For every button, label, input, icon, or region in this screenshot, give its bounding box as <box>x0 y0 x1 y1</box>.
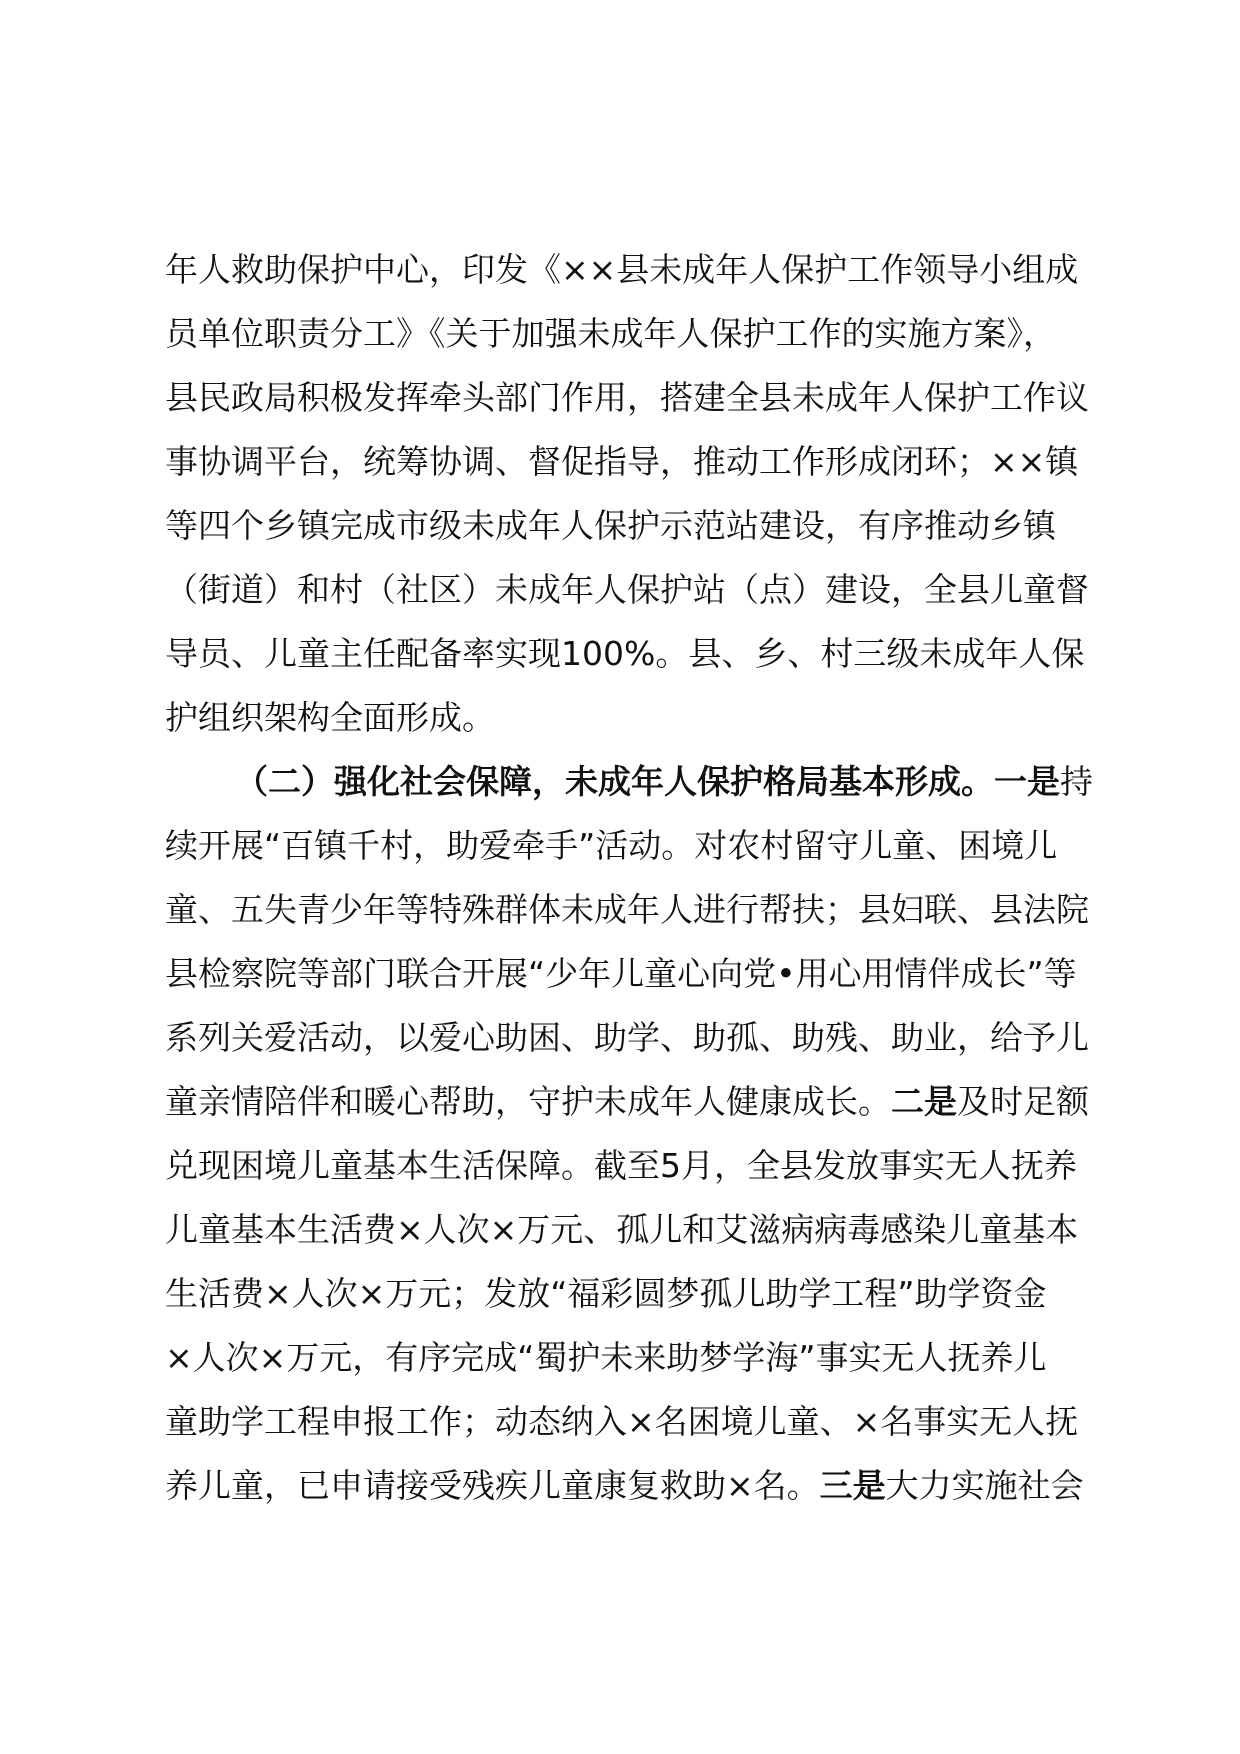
text-segment: 童助学工程申报工作；动态纳入×名困境儿童、×名事实无人抚 <box>165 1402 1079 1441</box>
text-segment: 持 <box>1060 762 1093 801</box>
text-segment: 续开展“百镇千村，助爱牵手”活动。对农村留守儿童、困境儿 <box>165 826 1058 865</box>
text-line <box>165 302 1125 366</box>
body-text <box>165 238 1125 1518</box>
text-line <box>165 238 1125 302</box>
text-segment: 护组织架构全面形成。 <box>165 698 495 737</box>
bold-text-segment: 三是 <box>819 1466 886 1505</box>
text-line <box>165 494 1125 558</box>
text-line <box>165 1006 1125 1070</box>
text-segment: 大力实施社会 <box>885 1466 1084 1505</box>
text-line <box>165 430 1125 494</box>
text-line <box>165 1070 1125 1134</box>
text-segment: 事协调平台，统筹协调、督促指导，推动工作形成闭环；××镇 <box>165 442 1079 481</box>
text-line <box>165 750 1125 814</box>
text-segment: 导员、儿童主任配备率实现100%。县、乡、村三级未成年人保 <box>165 634 1085 673</box>
text-segment: 兑现困境儿童基本生活保障。截至5月，全县发放事实无人抚养 <box>165 1146 1077 1185</box>
text-segment: 员单位职责分工》《关于加强未成年人保护工作的实施方案》， <box>165 314 1056 353</box>
text-segment: 等四个乡镇完成市级未成年人保护示范站建设，有序推动乡镇 <box>165 506 1056 545</box>
text-segment: 及时足额 <box>957 1082 1089 1121</box>
bold-text-segment: 二是 <box>891 1082 957 1121</box>
text-segment: 生活费×人次×万元；发放“福彩圆梦孤儿助学工程”助学资金 <box>165 1274 1047 1313</box>
text-line <box>165 366 1125 430</box>
text-segment: （街道）和村（社区）未成年人保护站（点）建设，全县儿童督 <box>165 570 1089 609</box>
text-segment: ×人次×万元，有序完成“蜀护未来助梦学海”事实无人抚养儿 <box>165 1338 1047 1377</box>
text-line <box>165 558 1125 622</box>
text-line <box>165 622 1125 686</box>
text-segment: 县检察院等部门联合开展“少年儿童心向党•用心用情伴成长”等 <box>165 954 1077 993</box>
text-line <box>165 942 1125 1006</box>
text-segment: 县民政局积极发挥牵头部门作用，搭建全县未成年人保护工作议 <box>165 378 1089 417</box>
text-line <box>165 814 1125 878</box>
text-line <box>165 1390 1125 1454</box>
text-line <box>165 1262 1125 1326</box>
text-line <box>165 1326 1125 1390</box>
text-segment: 年人救助保护中心，印发《××县未成年人保护工作领导小组成 <box>165 250 1079 289</box>
bold-text-segment: （二）强化社会保障，未成年人保护格局基本形成。一是 <box>235 762 1060 801</box>
text-line <box>165 1134 1125 1198</box>
text-segment: 养儿童，已申请接受残疾儿童康复救助×名。 <box>165 1466 820 1505</box>
text-segment: 童亲情陪伴和暖心帮助，守护未成年人健康成长。 <box>165 1082 891 1121</box>
text-segment: 童、五失青少年等特殊群体未成年人进行帮扶；县妇联、县法院 <box>165 890 1089 929</box>
text-line <box>165 1198 1125 1262</box>
text-segment: 儿童基本生活费×人次×万元、孤儿和艾滋病病毒感染儿童基本 <box>165 1210 1079 1249</box>
text-line <box>165 878 1125 942</box>
text-segment: 系列关爱活动，以爱心助困、助学、助孤、助残、助业，给予儿 <box>165 1018 1089 1057</box>
text-line <box>165 686 1125 750</box>
text-line <box>165 1454 1125 1518</box>
